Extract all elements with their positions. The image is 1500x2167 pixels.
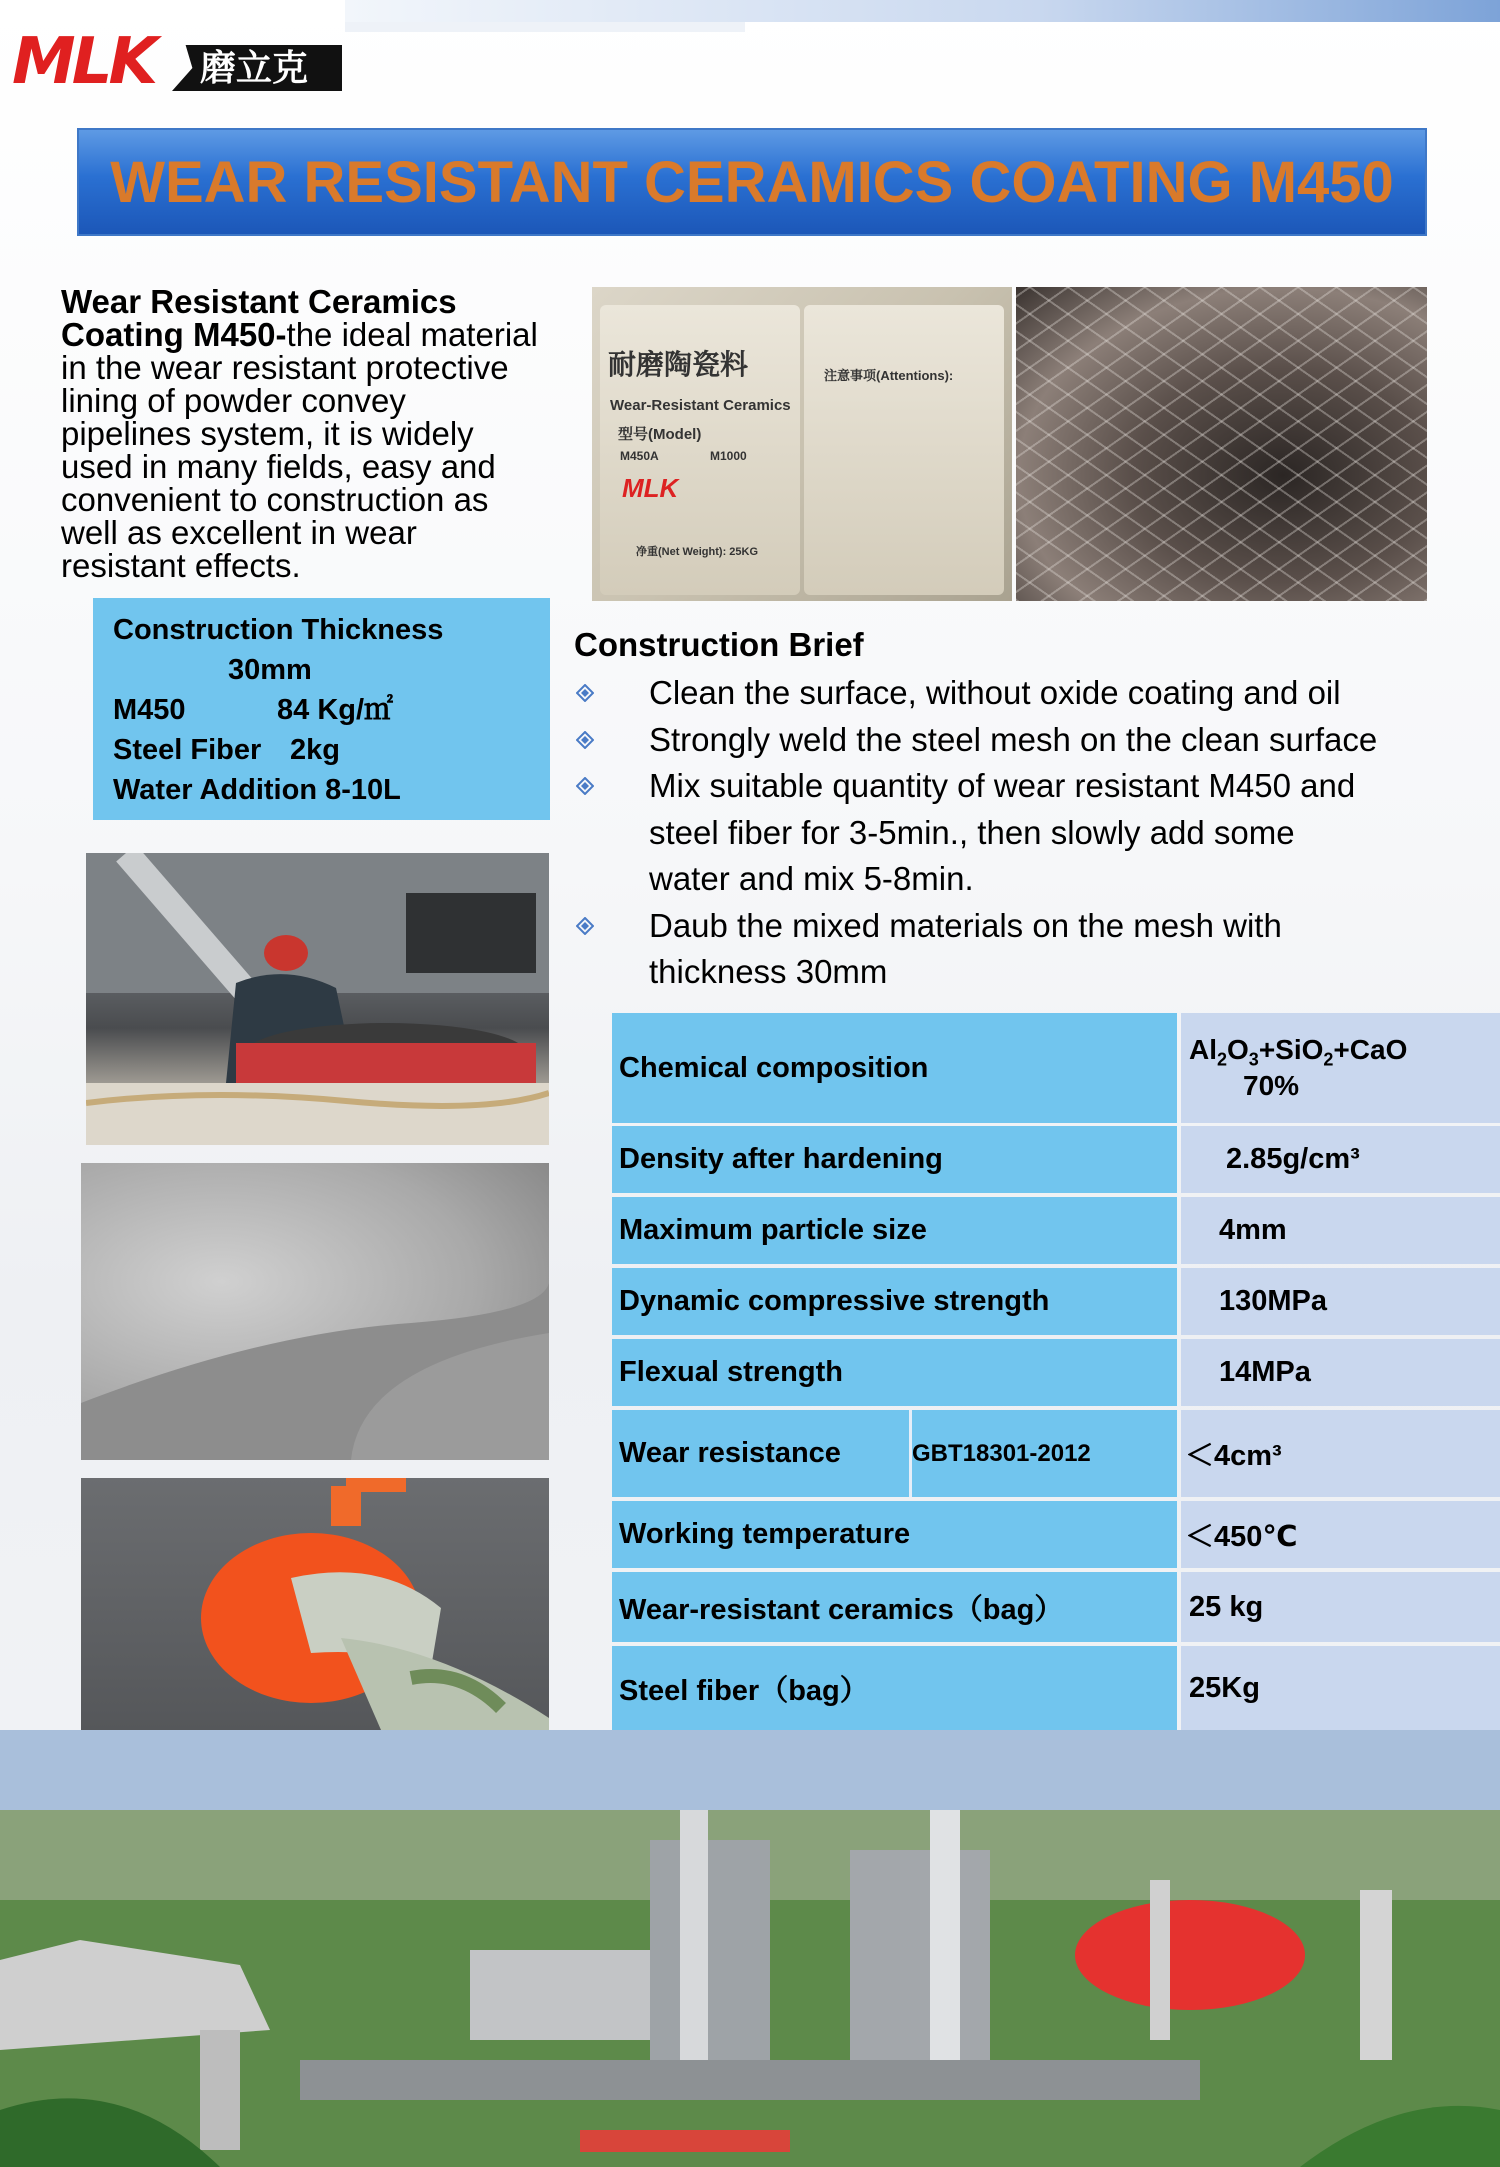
table-value: 70%	[1243, 1070, 1300, 1102]
table-row	[612, 1013, 1500, 1123]
product-bags-photo	[592, 287, 1012, 601]
brief-line: Daub the mixed materials on the mesh with	[649, 906, 1282, 944]
table-row	[612, 1501, 1500, 1568]
brief-item	[574, 670, 1474, 717]
page-title: WEAR RESISTANT CERAMICS COATING M450	[110, 149, 1394, 215]
diamond-bullet-icon	[576, 777, 594, 795]
table-standard: GBT18301-2012	[909, 1410, 1180, 1497]
wall-illustration	[81, 1163, 549, 1460]
spec-thickness-label: Construction Thickness	[113, 614, 444, 646]
table-label: Wear-resistant ceramics（bag）	[612, 1572, 1177, 1642]
intro-line: convenient to construction as	[61, 481, 489, 518]
diamond-bullet-icon	[576, 684, 594, 702]
table-label: Dynamic compressive strength	[612, 1268, 1177, 1335]
construction-specs-box	[93, 598, 550, 820]
brief-line: Clean the surface, without oxide coating and oil	[649, 674, 1341, 711]
table-value: 25 kg	[1181, 1572, 1500, 1642]
brief-line: Mix suitable quantity of wear resistant M450 and	[649, 767, 1356, 804]
brief-line: thickness 30mm	[649, 953, 888, 990]
table-label: Chemical composition	[612, 1013, 1177, 1123]
bag-title-cn: 耐磨陶瓷料	[608, 349, 749, 380]
table-value: ＜450℃	[1181, 1501, 1500, 1568]
spray-illustration	[81, 1478, 549, 1730]
top-decor-strip	[345, 0, 1500, 22]
bag-weight: 净重(Net Weight): 25KG	[636, 546, 759, 558]
chem-formula: $Al_2O_3+SiO_2+CaO$	[1189, 1033, 1408, 1070]
table-label: Maximum particle size	[612, 1197, 1177, 1264]
table-value: ＜4cm³	[1181, 1410, 1500, 1497]
bag-option-b: M1000	[710, 449, 747, 463]
table-value: 4mm	[1181, 1197, 1500, 1264]
table-value: 25Kg	[1181, 1646, 1500, 1730]
worker-mixing-photo	[86, 853, 549, 1145]
bag-option-a: M450A	[620, 449, 659, 463]
table-label: Density after hardening	[612, 1126, 1177, 1193]
brief-line: Strongly weld the steel mesh on the clean surface	[649, 720, 1378, 758]
intro-line: the ideal material	[286, 316, 538, 353]
brief-line: steel fiber for 3-5min., then slowly add some	[649, 813, 1295, 851]
brand-logo	[12, 25, 332, 99]
diamond-bullet-icon	[576, 731, 594, 749]
intro-line: lining of powder convey	[61, 382, 406, 419]
intro-line: well as excellent in wear	[61, 514, 417, 551]
spray-bottle-photo	[81, 1478, 549, 1730]
table-row	[612, 1646, 1500, 1730]
table-value: 130MPa	[1181, 1268, 1500, 1335]
cement-plant-photo	[0, 1730, 1500, 2167]
table-label: Flexual strength	[612, 1339, 1177, 1406]
spec-m450-label: M450	[113, 694, 186, 726]
logo-mark: MLK	[12, 25, 155, 99]
table-row	[612, 1572, 1500, 1642]
intro-paragraph	[61, 285, 581, 582]
top-decor-strip-light	[345, 22, 745, 32]
table-value: 2.85g/cm³	[1181, 1126, 1500, 1193]
bag-left	[600, 305, 800, 595]
bag-model: 型号(Model)	[618, 426, 702, 443]
factory-illustration	[0, 1730, 1500, 2167]
bag-right	[804, 305, 1004, 595]
logo-chinese-name: 磨立克	[200, 47, 309, 88]
table-label	[612, 1410, 1177, 1497]
intro-line: in the wear resistant protective	[61, 349, 509, 386]
spec-m450-row	[113, 690, 530, 730]
table-row	[612, 1197, 1500, 1264]
table-value: 14MPa	[1181, 1339, 1500, 1406]
brief-item	[574, 717, 1474, 764]
intro-line: used in many fields, easy and	[61, 448, 496, 485]
spec-m450-value: 84 Kg/㎡	[277, 694, 394, 726]
diamond-bullet-icon	[576, 917, 594, 935]
construction-brief-list	[574, 670, 1474, 996]
table-value-cell	[1181, 1013, 1500, 1123]
brief-line: water and mix 5-8min.	[649, 860, 974, 897]
table-row	[612, 1410, 1500, 1497]
brief-item	[574, 763, 1474, 903]
table-row	[612, 1268, 1500, 1335]
spec-fiber-label: Steel Fiber	[113, 734, 262, 766]
spec-water: Water Addition 8-10L	[113, 774, 401, 806]
intro-bold-lead: Wear Resistant Ceramics Coating M450-	[61, 283, 457, 353]
bag-subtitle: Wear-Resistant Ceramics	[610, 397, 791, 414]
table-row	[612, 1126, 1500, 1193]
title-banner	[77, 128, 1427, 236]
table-label-text: Wear resistance	[619, 1437, 841, 1469]
brief-item	[574, 903, 1474, 996]
bag-logo: MLK	[622, 473, 679, 503]
bag-attention: 注意事项(Attentions):	[824, 368, 954, 383]
intro-line: pipelines system, it is widely	[61, 415, 474, 452]
spec-fiber-row	[113, 730, 530, 770]
table-label: Steel fiber（bag）	[612, 1646, 1177, 1730]
coated-wall-photo	[81, 1163, 549, 1460]
intro-line: resistant effects.	[61, 547, 301, 584]
table-label: Working temperature	[612, 1501, 1177, 1568]
spec-fiber-value: 2kg	[290, 734, 340, 766]
brief-title: Construction Brief	[574, 626, 864, 663]
table-row	[612, 1339, 1500, 1406]
spec-thickness-value: 30mm	[228, 654, 312, 686]
worker-illustration	[86, 853, 549, 1145]
steel-mesh-photo	[1016, 287, 1427, 601]
mesh-pattern	[1016, 287, 1427, 601]
